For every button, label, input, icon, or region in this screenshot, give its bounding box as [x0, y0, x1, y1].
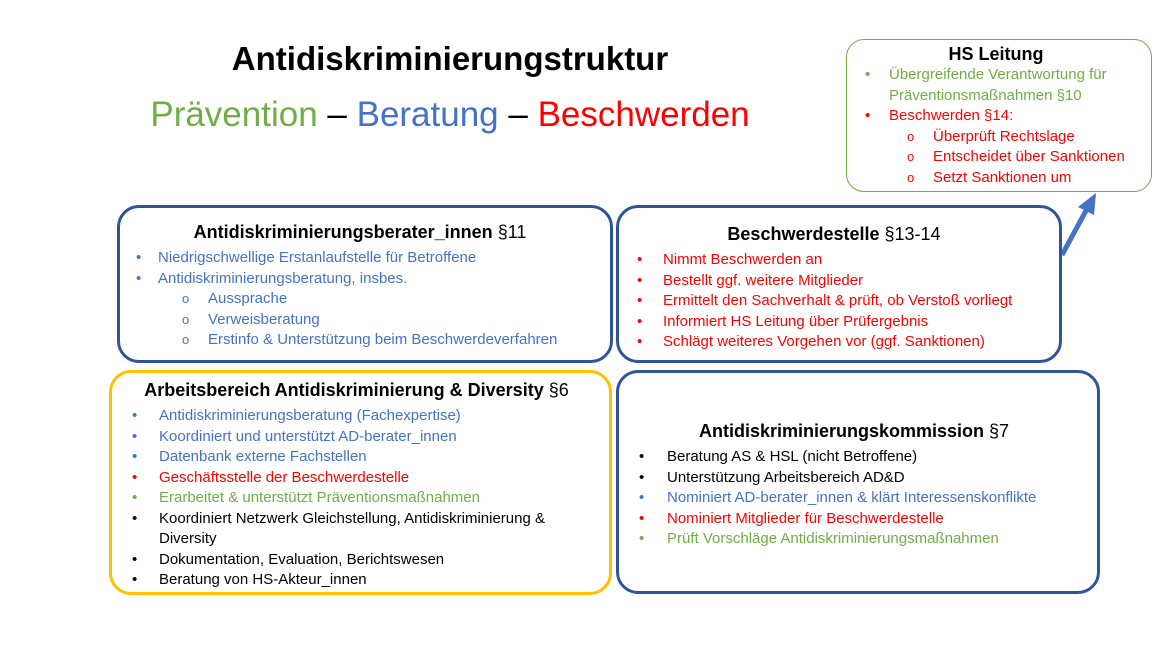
list-item: • Beratung AS & HSL (nicht Betroffene) [619, 447, 1089, 468]
list-item: • Unterstützung Arbeitsbereich AD&D [619, 468, 1089, 489]
list-item: • Dokumentation, Evaluation, Berichtswesen [112, 550, 601, 571]
hs-leitung-title: HS Leitung [948, 44, 1044, 64]
hs-leitung-box [846, 39, 1152, 192]
subtitle-dash: – [498, 95, 538, 134]
sub-list-item: o Aussprache [120, 289, 600, 310]
list-item: • Übergreifende Verantwortung für Präventionsmaßnahmen §10 [847, 65, 1145, 106]
arbeitsbereich-title-text: Arbeitsbereich Antidiskriminierung & Diversity [144, 380, 544, 400]
list-item: • Antidiskriminierungsberatung, insbes. [120, 269, 600, 290]
kommission-section: §7 [984, 421, 1010, 441]
page-subtitle [0, 95, 900, 135]
sub-list-item: o Setzt Sanktionen um [847, 168, 1145, 189]
list-item: • Beschwerden §14: [847, 106, 1145, 127]
subtitle-beratung: Beratung [356, 95, 499, 134]
arbeitsbereich-title [112, 380, 601, 401]
beschwerdestelle-box [616, 205, 1062, 363]
berater-section: §11 [492, 222, 527, 242]
list-item: • Nimmt Beschwerden an [619, 250, 1049, 271]
list-item: • Schlägt weiteres Vorgehen vor (ggf. Sanktionen) [619, 332, 1049, 353]
list-item: • Datenbank externe Fachstellen [112, 447, 601, 468]
sub-list-item: o Erstinfo & Unterstützung beim Beschwerdeverfahren [120, 330, 600, 351]
list-item: • Koordiniert Netzwerk Gleichstellung, Antidiskriminierung & Diversity [112, 509, 601, 550]
beschwerdestelle-section: §13-14 [879, 224, 941, 244]
page-title: Antidiskriminierungstruktur [231, 40, 669, 77]
sub-list-item: o Verweisberatung [120, 310, 600, 331]
list-item: • Niedrigschwellige Erstanlaufstelle für Betroffene [120, 248, 600, 269]
list-item: • Nominiert Mitglieder für Beschwerdestelle [619, 509, 1089, 530]
subtitle-praevention: Prävention [150, 95, 318, 134]
list-item: • Informiert HS Leitung über Prüfergebnis [619, 312, 1049, 333]
sub-list-item: o Überprüft Rechtslage [847, 127, 1145, 148]
sub-list-item: o Entscheidet über Sanktionen [847, 147, 1145, 168]
kommission-box [616, 370, 1100, 594]
list-item: • Geschäftsstelle der Beschwerdestelle [112, 468, 601, 489]
kommission-title-text: Antidiskriminierungskommission [698, 421, 985, 441]
list-item: • Prüft Vorschläge Antidiskriminierungsmaßnahmen [619, 529, 1089, 550]
list-item: • Koordiniert und unterstützt AD-berater_innen [112, 427, 601, 448]
beschwerdestelle-title [619, 224, 1049, 245]
berater-box [117, 205, 613, 363]
list-item: • Erarbeitet & unterstützt Präventionsmaßnahmen [112, 488, 601, 509]
list-item: • Bestellt ggf. weitere Mitglieder [619, 271, 1049, 292]
list-item: • Ermittelt den Sachverhalt & prüft, ob Verstoß vorliegt [619, 291, 1049, 312]
list-item: • Beratung von HS-Akteur_innen [112, 570, 601, 591]
subtitle-beschwerden: Beschwerden [537, 95, 750, 134]
arbeitsbereich-box [109, 370, 612, 595]
arbeitsbereich-section: §6 [543, 380, 569, 400]
list-item: • Antidiskriminierungsberatung (Fachexpertise) [112, 406, 601, 427]
beschwerdestelle-title-text: Beschwerdestelle [727, 224, 880, 244]
kommission-title [619, 421, 1089, 442]
berater-title [120, 222, 600, 243]
subtitle-dash: – [317, 95, 357, 134]
berater-title-text: Antidiskriminierungsberater_innen [193, 222, 493, 242]
list-item: • Nominiert AD-berater_innen & klärt Interessenskonflikte [619, 488, 1089, 509]
